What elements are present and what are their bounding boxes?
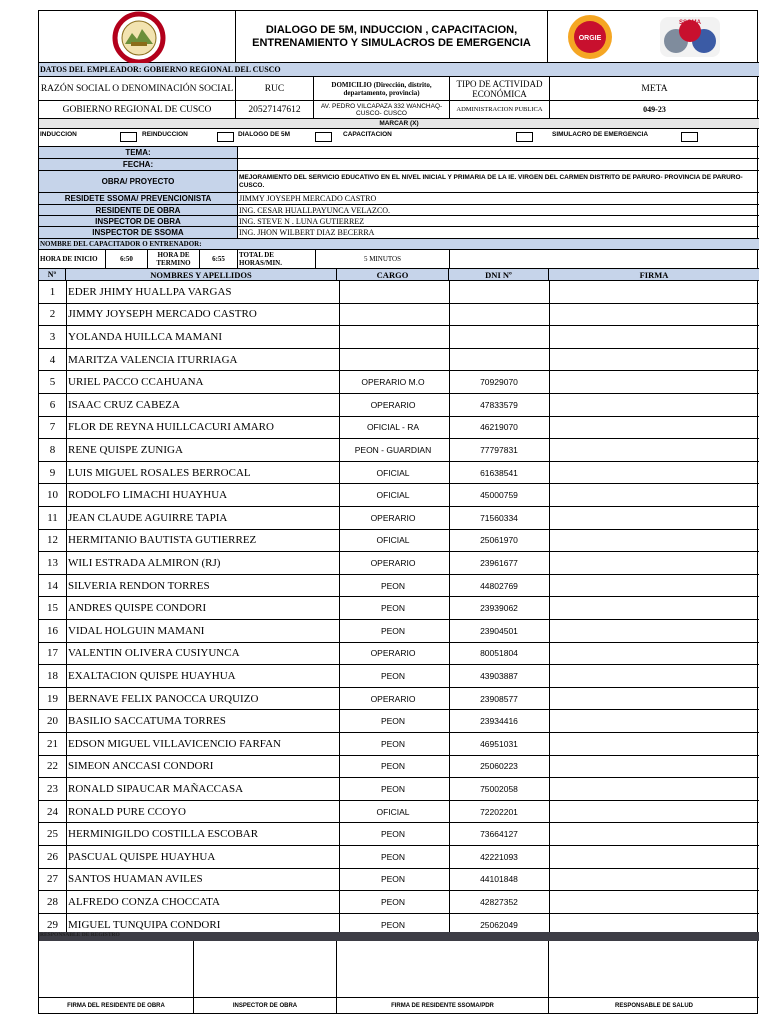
row-dni: 23908577 bbox=[449, 688, 550, 710]
row-firma[interactable] bbox=[549, 507, 759, 529]
inspector-obra-label: INSPECTOR DE OBRA bbox=[39, 216, 238, 227]
row-cargo: PEON bbox=[337, 869, 450, 891]
row-firma[interactable] bbox=[549, 575, 759, 597]
table-row bbox=[39, 710, 759, 733]
row-name: HERMITANIO BAUTISTA GUTIERREZ bbox=[66, 530, 340, 552]
ssoma-logo-icon bbox=[660, 17, 720, 57]
fecha-label: FECHA: bbox=[39, 159, 238, 171]
row-number: 25 bbox=[39, 823, 67, 845]
row-cargo: OFICIAL bbox=[337, 801, 450, 823]
row-name: JIMMY JOYSEPH MERCADO CASTRO bbox=[66, 304, 340, 326]
row-number: 21 bbox=[39, 733, 67, 755]
row-name: PASCUAL QUISPE HUAYHUA bbox=[66, 846, 340, 868]
row-cargo bbox=[337, 349, 450, 371]
table-row bbox=[39, 326, 759, 349]
row-dni: 23934416 bbox=[449, 710, 550, 732]
row-number: 29 bbox=[39, 914, 67, 936]
col-cargo-header: CARGO bbox=[337, 269, 449, 280]
row-name: MIGUEL TUNQUIPA CONDORI bbox=[66, 914, 340, 936]
row-cargo: PEON - GUARDIAN bbox=[337, 439, 450, 461]
col-firma-header: FIRMA bbox=[639, 269, 669, 280]
row-number: 3 bbox=[39, 326, 67, 348]
row-name: EDSON MIGUEL VILLAVICENCIO FARFAN bbox=[66, 733, 340, 755]
table-row bbox=[39, 891, 759, 914]
row-name: ISAAC CRUZ CABEZA bbox=[66, 394, 340, 416]
row-firma[interactable] bbox=[549, 891, 759, 913]
ruc-value: 20527147612 bbox=[236, 101, 314, 119]
row-number: 20 bbox=[39, 710, 67, 732]
signature-box-residente-ssoma[interactable] bbox=[337, 941, 549, 998]
signature-label-inspector-obra: INSPECTOR DE OBRA bbox=[194, 998, 337, 1013]
actividad-value: ADMINISTRACION PUBLICA bbox=[450, 101, 550, 119]
row-number: 11 bbox=[39, 507, 67, 529]
table-row bbox=[39, 304, 759, 327]
row-number: 8 bbox=[39, 439, 67, 461]
row-firma[interactable] bbox=[549, 869, 759, 891]
signature-box-residente-obra[interactable] bbox=[39, 941, 194, 998]
attendance-form bbox=[38, 10, 758, 1014]
row-number: 15 bbox=[39, 597, 67, 619]
capacitador-label: NOMBRE DEL CAPACITADOR O ENTRENADOR: bbox=[39, 239, 759, 250]
obra-value: MEJORAMIENTO DEL SERVICIO EDUCATIVO EN EL NIVEL INICIAL Y PRIMARIA DE LA IE. VIRGEN DEL CARMEN DISTRITO DE PARURO- PROVINCIA DE PARURO- CUSCO. bbox=[238, 171, 759, 193]
tema-value[interactable] bbox=[238, 147, 759, 159]
row-name: BASILIO SACCATUMA TORRES bbox=[66, 710, 340, 732]
row-dni: 70929070 bbox=[449, 371, 550, 393]
row-dni: 23939062 bbox=[449, 597, 550, 619]
row-number: 12 bbox=[39, 530, 67, 552]
inspector-ssoma-label: INSPECTOR DE SSOMA bbox=[39, 227, 238, 239]
table-row bbox=[39, 756, 759, 779]
row-cargo bbox=[337, 281, 450, 303]
row-number: 4 bbox=[39, 349, 67, 371]
time-row-spacer bbox=[450, 250, 759, 269]
row-firma[interactable] bbox=[549, 846, 759, 868]
row-firma[interactable] bbox=[549, 462, 759, 484]
table-row bbox=[39, 484, 759, 507]
row-dni: 45000759 bbox=[449, 484, 550, 506]
option-capacitacion-label: CAPACITACION bbox=[343, 131, 392, 138]
row-name: VALENTIN OLIVERA CUSIYUNCA bbox=[66, 643, 340, 665]
row-number: 23 bbox=[39, 778, 67, 800]
obra-label: OBRA/ PROYECTO bbox=[39, 171, 238, 193]
row-cargo: OPERARIO bbox=[337, 394, 450, 416]
table-row bbox=[39, 417, 759, 440]
row-number: 24 bbox=[39, 801, 67, 823]
row-firma[interactable] bbox=[549, 371, 759, 393]
row-number: 13 bbox=[39, 552, 67, 574]
option-induccion-label: INDUCCION bbox=[40, 131, 77, 138]
row-number: 2 bbox=[39, 304, 67, 326]
table-row bbox=[39, 530, 759, 553]
row-dni: 47833579 bbox=[449, 394, 550, 416]
option-simulacro-label: SIMULACRO DE EMERGENCIA bbox=[552, 131, 649, 138]
row-firma[interactable] bbox=[549, 304, 759, 326]
responsable-bar bbox=[39, 932, 759, 941]
row-firma[interactable] bbox=[549, 552, 759, 574]
row-number: 9 bbox=[39, 462, 67, 484]
table-row bbox=[39, 823, 759, 846]
row-cargo: PEON bbox=[337, 756, 450, 778]
row-firma[interactable] bbox=[549, 665, 759, 687]
ruc-header: RUC bbox=[236, 77, 314, 101]
row-dni: 44101848 bbox=[449, 869, 550, 891]
total-horas-label: TOTAL DE HORAS/MIN. bbox=[238, 250, 316, 269]
row-cargo: OPERARIO bbox=[337, 507, 450, 529]
row-dni: 71560334 bbox=[449, 507, 550, 529]
table-row bbox=[39, 349, 759, 372]
row-number: 7 bbox=[39, 417, 67, 439]
row-number: 10 bbox=[39, 484, 67, 506]
row-number: 14 bbox=[39, 575, 67, 597]
fecha-value[interactable] bbox=[238, 159, 759, 171]
reinduccion-checkbox[interactable] bbox=[217, 132, 234, 142]
signature-box-inspector-obra[interactable] bbox=[194, 941, 337, 998]
employer-section-label: DATOS DEL EMPLEADOR: GOBIERNO REGIONAL DEL CUSCO bbox=[39, 63, 759, 77]
razon-header: RAZÓN SOCIAL O DENOMINACIÓN SOCIAL bbox=[39, 77, 236, 101]
row-firma[interactable] bbox=[549, 417, 759, 439]
residente-obra-label: RESIDENTE DE OBRA bbox=[39, 205, 238, 216]
row-cargo: PEON bbox=[337, 575, 450, 597]
row-number: 22 bbox=[39, 756, 67, 778]
row-name: FLOR DE REYNA HUILLCACURI AMARO bbox=[66, 417, 340, 439]
row-dni: 44802769 bbox=[449, 575, 550, 597]
row-firma[interactable] bbox=[549, 823, 759, 845]
total-horas-value: 5 MINUTOS bbox=[316, 250, 450, 269]
col-number-header: Nº bbox=[39, 269, 66, 280]
row-cargo: PEON bbox=[337, 778, 450, 800]
marcar-options-row bbox=[39, 129, 759, 147]
hora-termino-value: 6:55 bbox=[200, 250, 238, 269]
row-number: 17 bbox=[39, 643, 67, 665]
tema-label: TEMA: bbox=[39, 147, 238, 159]
row-name: ANDRES QUISPE CONDORI bbox=[66, 597, 340, 619]
row-dni bbox=[449, 326, 550, 348]
table-row bbox=[39, 620, 759, 643]
meta-header: META bbox=[550, 77, 759, 101]
title-line-2: ENTRENAMIENTO Y SIMULACROS DE EMERGENCIA bbox=[252, 36, 531, 49]
svg-text:ORGIE: ORGIE bbox=[578, 35, 602, 42]
hora-inicio-value: 6:50 bbox=[106, 250, 148, 269]
table-row bbox=[39, 597, 759, 620]
table-row bbox=[39, 462, 759, 485]
svg-text:SSOMA: SSOMA bbox=[678, 20, 702, 26]
row-dni: 73664127 bbox=[449, 823, 550, 845]
table-row bbox=[39, 665, 759, 688]
row-dni: 43903887 bbox=[449, 665, 550, 687]
table-row bbox=[39, 869, 759, 892]
row-number: 28 bbox=[39, 891, 67, 913]
row-dni: 77797831 bbox=[449, 439, 550, 461]
table-row bbox=[39, 643, 759, 666]
table-row bbox=[39, 733, 759, 756]
row-dni: 23904501 bbox=[449, 620, 550, 642]
inspector-obra-value: ING. STEVE N . LUNA GUTIERREZ bbox=[238, 216, 759, 227]
row-dni: 61638541 bbox=[449, 462, 550, 484]
row-name: LUIS MIGUEL ROSALES BERROCAL bbox=[66, 462, 340, 484]
row-firma[interactable] bbox=[549, 710, 759, 732]
signature-area bbox=[39, 941, 759, 998]
row-cargo: OPERARIO bbox=[337, 643, 450, 665]
row-firma[interactable] bbox=[549, 394, 759, 416]
row-cargo: PEON bbox=[337, 846, 450, 868]
col-name-header: NOMBRES Y APELLIDOS bbox=[66, 269, 337, 280]
row-name: SANTOS HUAMAN AVILES bbox=[66, 869, 340, 891]
logos-svg bbox=[548, 11, 759, 63]
row-firma[interactable] bbox=[549, 733, 759, 755]
table-row bbox=[39, 507, 759, 530]
row-dni: 23961677 bbox=[449, 552, 550, 574]
row-cargo: PEON bbox=[337, 665, 450, 687]
residente-ssoma-label: RESIDETE SSOMA/ PREVENCIONISTA bbox=[39, 193, 238, 205]
row-dni: 25060223 bbox=[449, 756, 550, 778]
row-name: RODOLFO LIMACHI HUAYHUA bbox=[66, 484, 340, 506]
col-dni-header: DNI Nº bbox=[449, 269, 549, 280]
razon-value: GOBIERNO REGIONAL DE CUSCO bbox=[39, 101, 236, 119]
row-firma[interactable] bbox=[549, 484, 759, 506]
dialogo-checkbox[interactable] bbox=[315, 132, 332, 142]
row-name: WILI ESTRADA ALMIRON (RJ) bbox=[66, 552, 340, 574]
row-firma[interactable] bbox=[549, 597, 759, 619]
row-cargo: OFICIAL bbox=[337, 462, 450, 484]
row-firma[interactable] bbox=[549, 530, 759, 552]
row-dni: 46951031 bbox=[449, 733, 550, 755]
capacitacion-checkbox[interactable] bbox=[516, 132, 533, 142]
orgie-logo-icon bbox=[568, 15, 612, 59]
simulacro-checkbox[interactable] bbox=[681, 132, 698, 142]
row-firma[interactable] bbox=[549, 620, 759, 642]
row-dni: 42221093 bbox=[449, 846, 550, 868]
induccion-checkbox[interactable] bbox=[120, 132, 137, 142]
row-cargo bbox=[337, 304, 450, 326]
residente-obra-value: ING. CESAR HUALLPAYUNCA VELAZCO. bbox=[238, 205, 759, 216]
row-number: 19 bbox=[39, 688, 67, 710]
row-cargo: PEON bbox=[337, 733, 450, 755]
row-cargo: PEON bbox=[337, 597, 450, 619]
signature-label-residente-ssoma: FIRMA DE RESIDENTE SSOMA/PDR bbox=[337, 998, 549, 1013]
row-number: 16 bbox=[39, 620, 67, 642]
row-name: ALFREDO CONZA CHOCCATA bbox=[66, 891, 340, 913]
hora-inicio-label: HORA DE INICIO bbox=[39, 250, 106, 269]
row-name: HERMINIGILDO COSTILLA ESCOBAR bbox=[66, 823, 340, 845]
row-cargo: OFICIAL bbox=[337, 484, 450, 506]
row-cargo: PEON bbox=[337, 620, 450, 642]
row-firma[interactable] bbox=[549, 688, 759, 710]
hora-termino-label: HORA DE TERMINO bbox=[148, 250, 200, 269]
table-row bbox=[39, 281, 759, 304]
row-firma[interactable] bbox=[549, 801, 759, 823]
row-dni: 42827352 bbox=[449, 891, 550, 913]
row-name: YOLANDA HUILLCA MAMANI bbox=[66, 326, 340, 348]
table-row bbox=[39, 778, 759, 801]
signature-labels bbox=[39, 998, 759, 1013]
logo-cell bbox=[39, 11, 236, 63]
table-header bbox=[39, 269, 759, 281]
domicilio-value: AV. PEDRO VILCAPAZA 332 WANCHAQ- CUSCO- CUSCO bbox=[314, 101, 450, 119]
row-cargo: OPERARIO M.O bbox=[337, 371, 450, 393]
table-row bbox=[39, 552, 759, 575]
row-number: 27 bbox=[39, 869, 67, 891]
row-firma[interactable] bbox=[549, 643, 759, 665]
row-cargo: PEON bbox=[337, 914, 450, 936]
table-row bbox=[39, 371, 759, 394]
row-number: 1 bbox=[39, 281, 67, 303]
row-dni: 25062049 bbox=[449, 914, 550, 936]
table-row bbox=[39, 846, 759, 869]
signature-box-responsable-salud[interactable] bbox=[549, 941, 759, 998]
row-cargo: PEON bbox=[337, 710, 450, 732]
row-name: SILVERIA RENDON TORRES bbox=[66, 575, 340, 597]
row-firma[interactable] bbox=[549, 756, 759, 778]
signature-label-responsable-salud: RESPONSABLE DE SALUD bbox=[614, 1002, 693, 1009]
row-dni: 72202201 bbox=[449, 801, 550, 823]
row-dni: 80051804 bbox=[449, 643, 550, 665]
row-firma[interactable] bbox=[549, 326, 759, 348]
inspector-ssoma-value: ING. JHON WILBERT DIAZ BECERRA bbox=[238, 227, 759, 239]
row-name: RONALD SIPAUCAR MAÑACCASA bbox=[66, 778, 340, 800]
row-dni: 75002058 bbox=[449, 778, 550, 800]
row-number: 26 bbox=[39, 846, 67, 868]
signature-label-residente-obra: FIRMA DEL RESIDENTE DE OBRA bbox=[39, 998, 194, 1013]
domicilio-header: DOMICILIO (Dirección, distrito, departamento, provincia) bbox=[314, 77, 450, 101]
title-line-1: DIALOGO DE 5M, INDUCCION , CAPACITACION, bbox=[265, 23, 518, 36]
row-name: EXALTACION QUISPE HUAYHUA bbox=[66, 665, 340, 687]
row-firma[interactable] bbox=[549, 349, 759, 371]
option-dialogo-label: DIALOGO DE 5M bbox=[238, 131, 291, 138]
row-cargo: OFICIAL bbox=[337, 530, 450, 552]
row-name: JEAN CLAUDE AGUIRRE TAPIA bbox=[66, 507, 340, 529]
option-reinduccion-label: REINDUCCION bbox=[142, 131, 188, 138]
table-row bbox=[39, 439, 759, 462]
row-name: URIEL PACCO CCAHUANA bbox=[66, 371, 340, 393]
row-dni bbox=[449, 304, 550, 326]
meta-value: 049-23 bbox=[550, 101, 759, 119]
row-dni bbox=[449, 349, 550, 371]
row-firma[interactable] bbox=[549, 778, 759, 800]
row-dni: 46219070 bbox=[449, 417, 550, 439]
row-name: BERNAVE FELIX PANOCCA URQUIZO bbox=[66, 688, 340, 710]
row-name: RENE QUISPE ZUNIGA bbox=[66, 439, 340, 461]
row-cargo: PEON bbox=[337, 891, 450, 913]
table-row bbox=[39, 575, 759, 598]
actividad-header: TIPO DE ACTIVIDAD ECONÓMICA bbox=[450, 77, 550, 101]
row-dni bbox=[449, 281, 550, 303]
residente-ssoma-value: JIMMY JOYSEPH MERCADO CASTRO bbox=[238, 193, 759, 205]
logos-right bbox=[548, 11, 759, 63]
row-dni: 25061970 bbox=[449, 530, 550, 552]
row-name: RONALD PURE CCOYO bbox=[66, 801, 340, 823]
row-cargo: PEON bbox=[337, 823, 450, 845]
row-number: 5 bbox=[39, 371, 67, 393]
table-row bbox=[39, 394, 759, 417]
row-number: 18 bbox=[39, 665, 67, 687]
row-cargo bbox=[337, 326, 450, 348]
row-number: 6 bbox=[39, 394, 67, 416]
row-name: MARITZA VALENCIA ITURRIAGA bbox=[66, 349, 340, 371]
row-firma[interactable] bbox=[549, 439, 759, 461]
row-cargo: OFICIAL - RA bbox=[337, 417, 450, 439]
row-name: EDER JHIMY HUALLPA VARGAS bbox=[66, 281, 340, 303]
row-cargo: OPERARIO bbox=[337, 688, 450, 710]
marcar-label: MARCAR (X) bbox=[39, 119, 759, 129]
row-cargo: OPERARIO bbox=[337, 552, 450, 574]
table-row bbox=[39, 688, 759, 711]
row-name: VIDAL HOLGUIN MAMANI bbox=[66, 620, 340, 642]
responsable-label: RESPONSABLE DE REGISTRO bbox=[40, 932, 120, 938]
table-row bbox=[39, 801, 759, 824]
gobierno-regional-cusco-logo bbox=[39, 11, 236, 63]
row-firma[interactable] bbox=[549, 281, 759, 303]
row-name: SIMEON ANCCASI CONDORI bbox=[66, 756, 340, 778]
form-title bbox=[236, 11, 548, 63]
